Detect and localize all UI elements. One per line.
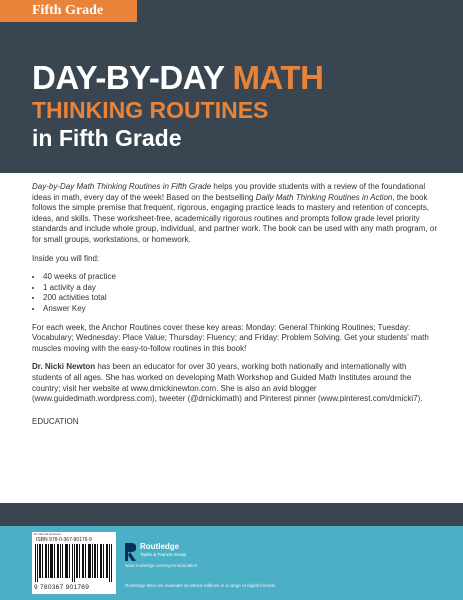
barcode-number: 9 780367 901769 <box>34 584 90 591</box>
publisher-url[interactable]: www.routledge.com/eyeoneducation <box>125 563 198 568</box>
anchor-routines-paragraph: For each week, the Anchor Routines cover these key areas: Monday: General Thinking Routines; Tuesday: Vocabulary; Wednesday: Place Value; Thursday: Fluency; and Friday: Problem Solving. Get your students' math muscles moving with the easy-to-follow routines in this book! <box>32 322 429 353</box>
barcode <box>35 544 113 582</box>
feature-item: • 1 activity a day <box>43 283 437 294</box>
cover-credit: Cover image: © Getty Images <box>32 513 98 519</box>
barcode-box <box>32 532 116 594</box>
title-math: MATH <box>232 59 324 96</box>
title-line-2: THINKING ROUTINES <box>32 97 269 123</box>
feature-list <box>32 272 437 314</box>
intro-paragraph <box>32 182 437 246</box>
author-name: Dr. Nicki Newton <box>32 362 96 372</box>
intro-book-title: Day-by-Day Math Thinking Routines in Fifth Grade <box>32 182 212 191</box>
publisher-footer <box>0 526 463 600</box>
author-bio <box>32 362 437 404</box>
inside-label: Inside you will find: <box>32 253 100 263</box>
intro-reference-title: Daily Math Thinking Routines in Action <box>255 192 393 202</box>
routledge-logo-icon <box>125 543 136 561</box>
intro-text-2: , the book follows the simple premise that frequent, rigorous, engaging practice leads to mastery and retention of concepts, ideas, and skills. These worksheet-free, academically rigorous routines and prompts follow grade level priority standards and include whole group, individual, and partner work. The book can be used with any math program, or for small groups, workstations, or homework. <box>32 192 437 244</box>
description-panel <box>0 173 463 519</box>
feature-item: • Answer Key <box>43 304 437 315</box>
author-bio-text: has been an educator for over 30 years, working both nationally and internationally with students of all ages. She has worked on developing Math Workshop and Guided Math Institutes around the country; visit her website at www.drnickinewton.com. She is also an avid blogger (www.guidedmath.wordpress.com), tweeter (@drnickimath) and Pinterest pinner (www.pinterest.com/drnicki7). <box>32 362 423 404</box>
publisher-subtitle: Taylor & Francis Group <box>140 552 187 557</box>
feature-item: • 40 weeks of practice <box>43 272 437 283</box>
category-label: EDUCATION <box>32 416 79 426</box>
isbn-label: ISBN 978-0-367-90176-9 <box>36 537 92 543</box>
book-title <box>32 60 323 152</box>
ebook-note: Routledge titles are available as eBook editions in a range of digital formats <box>125 583 276 588</box>
barcode-publisher-note: an informa business <box>34 532 61 536</box>
title-day-by-day: DAY-BY-DAY <box>32 59 224 96</box>
title-line-1 <box>32 60 323 96</box>
description-body <box>32 182 437 435</box>
publisher-name: Routledge <box>140 542 180 551</box>
grade-tag: Fifth Grade <box>0 0 137 22</box>
intro-text-1: helps you provide students with a review of the foundational ideas in math, every day of the week! Based on the bestselling <box>32 182 426 202</box>
title-line-3: in Fifth Grade <box>32 125 182 151</box>
feature-item: • 200 activities total <box>43 293 437 304</box>
